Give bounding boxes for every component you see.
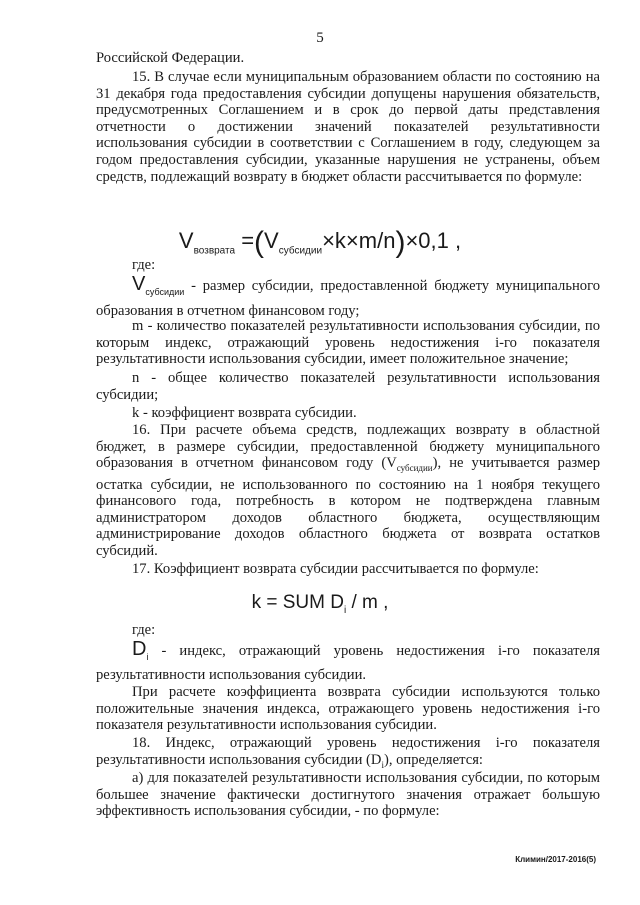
formula-equals: = (241, 228, 255, 253)
formula-middle: ×k×m/n (322, 228, 396, 253)
definition-v-subsidy: $V_{субсидии}$ - размер субсидии, предоставленной бюджету муниципального образования в отчетном финансовом году; (96, 273, 600, 319)
where-label-1: где: (132, 257, 156, 273)
definition-n: n - общее количество показателей результативности использования субсидии; (96, 370, 600, 403)
footer-code: Климин/2017-2016(5) (515, 855, 596, 864)
page-number: 5 (316, 30, 324, 46)
where-label-2: где: (132, 622, 156, 638)
paragraph-18: 18. Индекс, отражающий уровень недостижения i-го показателя результативности использования субсидии $(D_i)$, определяется: (96, 735, 600, 770)
formula-close-paren: ) (395, 226, 406, 259)
formula-tail: ×0,1 , (405, 228, 462, 253)
formula-return-volume (0, 226, 640, 260)
paragraph-a: а) для показателей результативности использования субсидии, по которым большее значение фактически достигнутого значения отражает большую эффективность использования субсидии, - по формуле: (96, 770, 600, 820)
formula-open-paren: ( (254, 226, 265, 259)
definition-m: m - количество показателей результативности использования субсидии, по которым индекс, отражающий уровень недостижения i-го показателя результативности использования субсидии, имеет положительное значение; (96, 318, 600, 368)
d-index-symbol: $D_i$ (132, 638, 149, 662)
paragraph-calculation: При расчете коэффициента возврата субсидии используются только положительные значения индекса, отражающего уровень недостижения i-го показателя результативности использования субсидии. (96, 684, 600, 734)
v-subsidy-symbol: $V_{субсидии}$ (132, 273, 185, 297)
definition-k: k - коэффициент возврата субсидии. (132, 405, 357, 421)
formula-return-coefficient: k = SUM $D_i$ / m , (251, 592, 389, 616)
paragraph-continuation: Российской Федерации. (96, 50, 245, 66)
formula-v-subsidy: $V_{субсидии}$ (264, 228, 323, 257)
paragraph-15: 15. В случае если муниципальным образованием области по состоянию на 31 декабря года предоставления субсидии допущены нарушения обязательств, предусмотренных Соглашением и в срок до первой даты представления отчетности о достижении значений показателей результативности использования субсидии в соответствии с Соглашением в году, следующем за годом предоставления субсидии, указанные нарушения не устранены, объем средств, подлежащий возврату в бюджет области рассчитывается по формуле: (96, 69, 600, 185)
definition-d: $D_i$ - индекс, отражающий уровень недостижения i-го показателя результативности использования субсидии. (96, 638, 600, 683)
formula-v-return: $V_{возврата}$ (178, 228, 236, 257)
paragraph-16: 16. При расчете объема средств, подлежащих возврату в областной бюджет, в размере субсидии, предоставленной бюджету муниципального образования в отчетном финансовом году $(V_{субсидии})$, не учитывается размер остатка субсидии, не использованного по состоянию на 1 ноября текущего финансового года, потребность в котором не подтверждена главным администратором доходов областного бюджета, осуществляющим администрирование доходов областного бюджета от возврата остатков субсидий. (96, 422, 600, 560)
paragraph-17: 17. Коэффициент возврата субсидии рассчитывается по формуле: (132, 561, 539, 577)
